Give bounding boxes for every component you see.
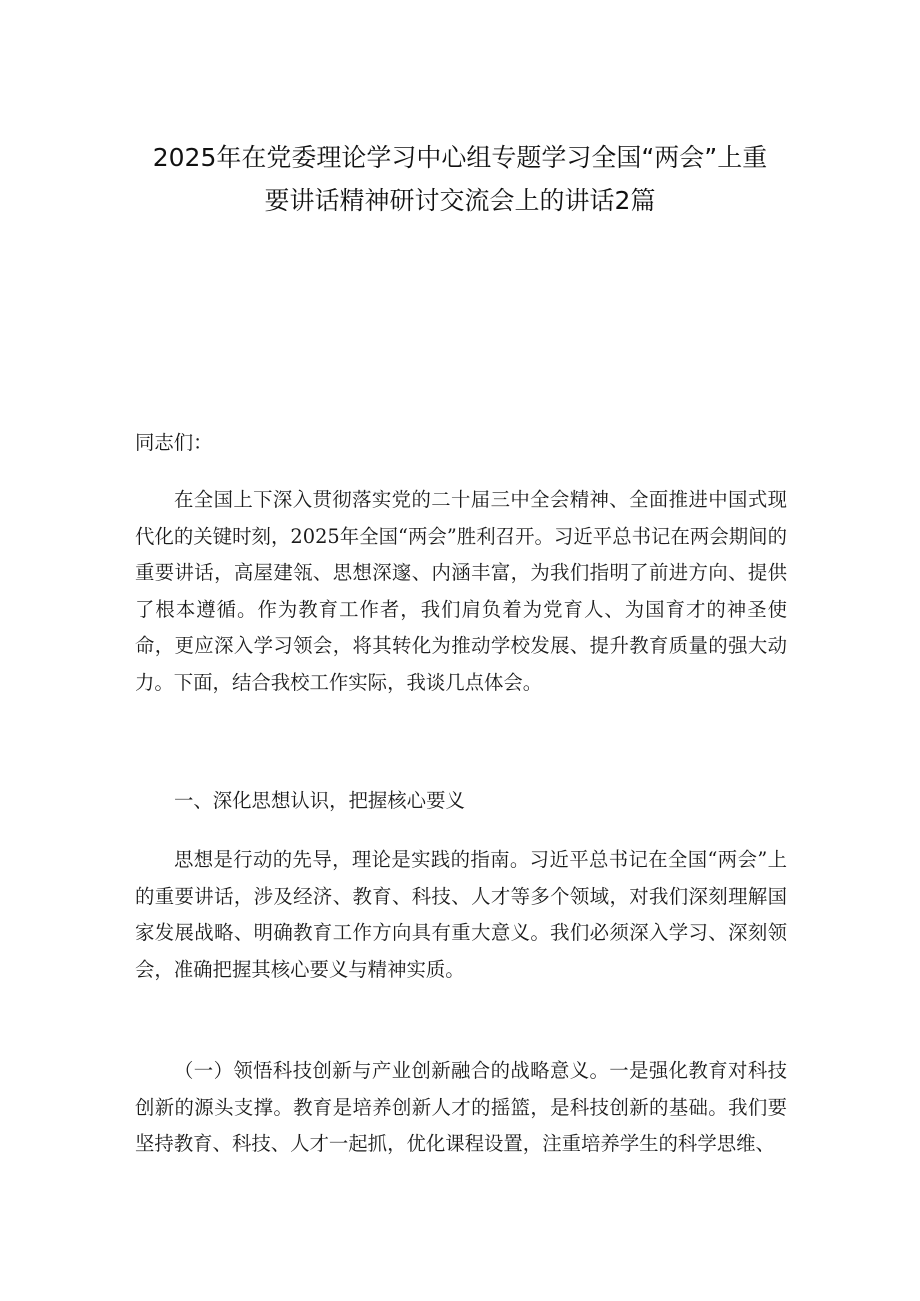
paragraph-intro: 在全国上下深入贯彻落实党的二十届三中全会精神、全面推进中国式现代化的关键时刻，2025年全国“两会”胜利召开。习近平总书记在两会期间的重要讲话，高屋建瓴、思想深邃、内涵丰富，为我们指明了前进方向、提供了根本遵循。作为教育工作者，我们肩负着为党育人、为国育才的神圣使命，更应深入学习领会，将其转化为推动学校发展、提升教育质量的强大动力。下面，结合我校工作实际，我谈几点体会。: [135, 488, 787, 694]
title-line-2: 要讲话精神研讨交流会上的讲话2篇: [264, 186, 656, 215]
section-heading-1: 一、深化思想认识，把握核心要义: [174, 789, 465, 812]
title-line-1: 2025年在党委理论学习中心组专题学习全国“两会”上重: [152, 143, 768, 172]
salutation: 同志们：: [135, 431, 213, 454]
paragraph-section-1: 思想是行动的先导，理论是实践的指南。习近平总书记在全国“两会”上的重要讲话，涉及经济、教育、科技、人才等多个领域，对我们深刻理解国家发展战略、明确教育工作方向具有重大意义。我们必须深入学习、深刻领会，准确把握其核心要义与精神实质。: [135, 848, 787, 981]
document-title: [120, 136, 800, 222]
paragraph-subsection-1: （一）领悟科技创新与产业创新融合的战略意义。一是强化教育对科技创新的源头支撑。教育是培养创新人才的摇篮，是科技创新的基础。我们要坚持教育、科技、人才一起抓，优化课程设置，注重培养学生的科学思维、: [135, 1059, 787, 1156]
